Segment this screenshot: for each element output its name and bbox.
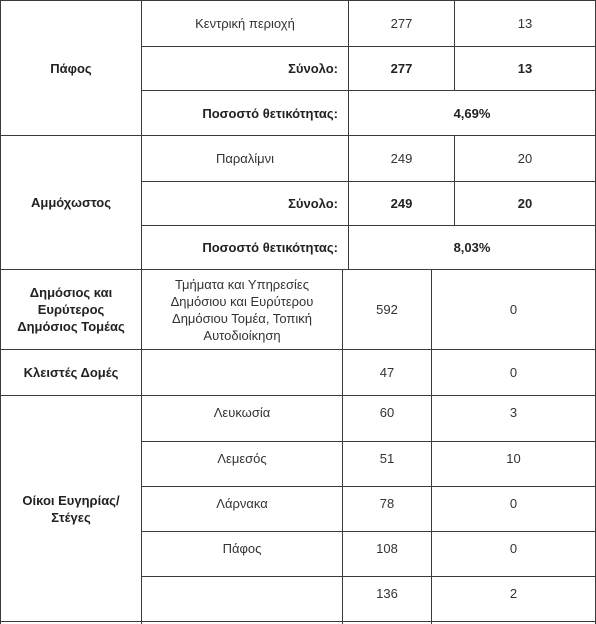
positivity-label: Ποσοστό θετικότητας: xyxy=(202,240,338,255)
area-cell: Κεντρική περιοχή xyxy=(195,16,295,31)
area-cell: Λευκωσία xyxy=(213,405,271,420)
region-ammochostos: Αμμόχωστος xyxy=(31,195,111,210)
tests-cell: 249 xyxy=(390,151,413,166)
total-tests: 277 xyxy=(390,61,413,76)
region-paphos: Πάφος xyxy=(50,60,92,76)
tests-cell: 108 xyxy=(376,541,398,556)
row-divider xyxy=(0,621,596,622)
area-cell: Λάρνακα xyxy=(216,496,268,511)
tests-cell: 47 xyxy=(379,365,395,380)
positives-cell: 0 xyxy=(509,365,518,380)
tests-cell: 51 xyxy=(379,451,395,466)
region-care-homes: Οίκοι Ευγηρίας/ Στέγες xyxy=(22,492,120,525)
tests-cell: 60 xyxy=(379,405,395,420)
positives-cell: 0 xyxy=(509,541,518,556)
positivity-rate: 4,69% xyxy=(453,105,491,121)
tests-cell: 592 xyxy=(376,302,398,317)
tests-cell: 277 xyxy=(390,16,413,31)
positives-cell: 2 xyxy=(509,586,518,601)
area-cell xyxy=(142,350,342,395)
positives-cell: 10 xyxy=(506,451,521,466)
positives-cell: 20 xyxy=(517,151,533,166)
total-positives: 13 xyxy=(517,61,533,76)
area-cell: Λεμεσός xyxy=(217,451,267,466)
total-positives: 20 xyxy=(517,196,533,211)
total-label: Σύνολο: xyxy=(288,196,338,211)
tests-cell: 78 xyxy=(379,496,395,511)
total-label: Σύνολο: xyxy=(288,61,338,76)
area-cell: Παραλίμνι xyxy=(215,151,275,166)
positivity-rate: 8,03% xyxy=(453,240,491,255)
area-cell xyxy=(142,577,342,621)
positives-cell: 13 xyxy=(517,16,533,31)
area-cell: Πάφος xyxy=(222,541,262,556)
positives-cell: 0 xyxy=(509,302,518,317)
region-closed-structures: Κλειστές Δομές xyxy=(23,365,119,380)
positivity-label: Ποσοστό θετικότητας: xyxy=(202,105,338,121)
region-public-sector: Δημόσιος και Ευρύτερος Δημόσιος Τομέας xyxy=(17,285,125,334)
positives-cell: 0 xyxy=(509,496,518,511)
positives-cell: 3 xyxy=(509,405,518,420)
area-cell: Τμήματα και Υπηρεσίες Δημόσιου και Ευρύτερου Δημόσιου Τομέα, Τοπική Αυτοδιοίκηση xyxy=(170,276,314,343)
tests-cell: 136 xyxy=(376,586,398,601)
total-tests: 249 xyxy=(390,196,413,211)
